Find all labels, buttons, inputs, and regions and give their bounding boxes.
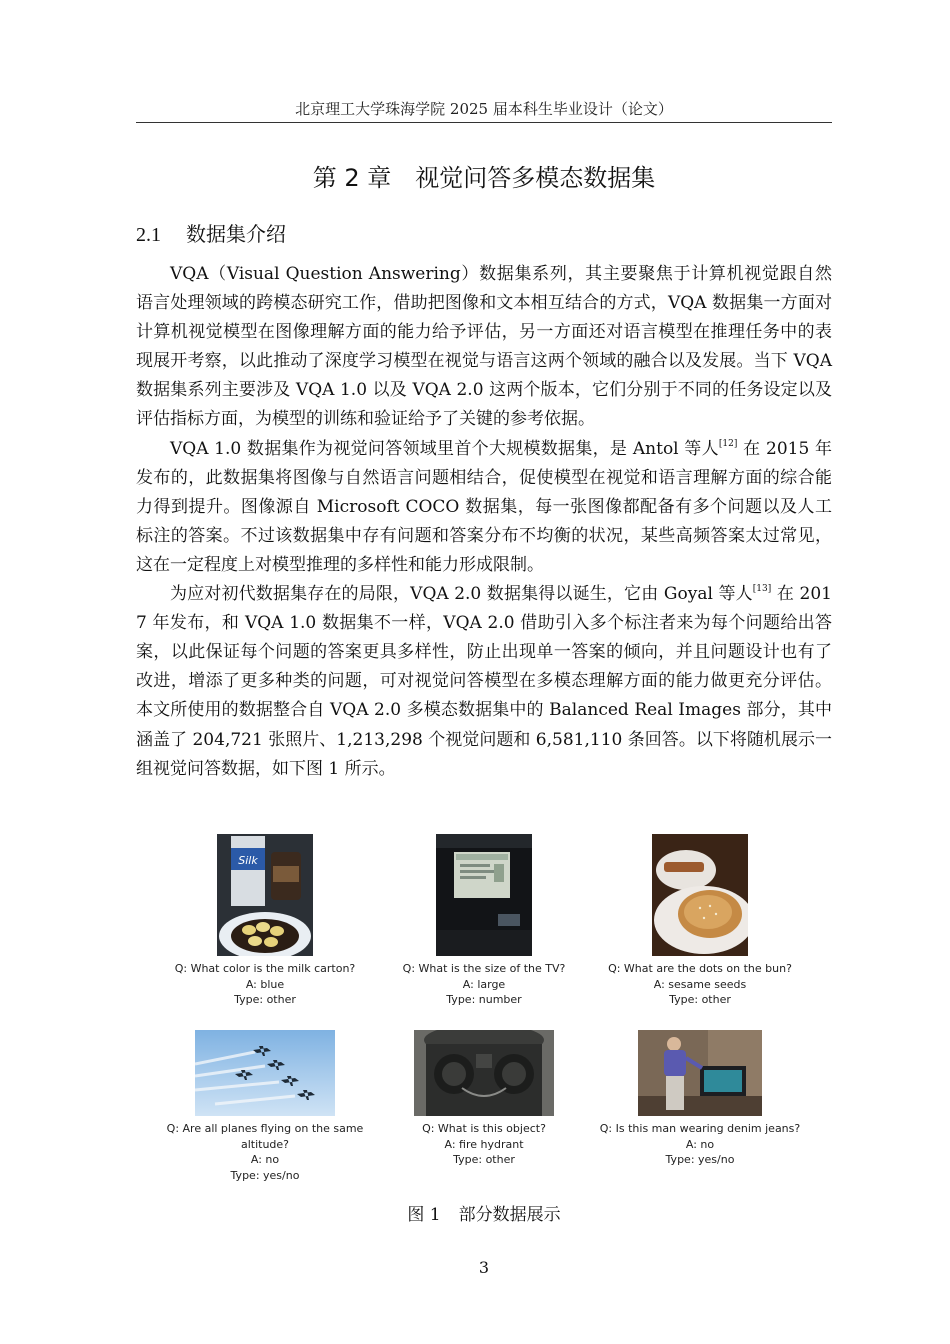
question-text: Q: Is this man wearing denim jeans? [599, 1122, 801, 1135]
figure-item-man [584, 1030, 816, 1168]
type-text: Type: other [453, 1153, 515, 1166]
type-text: Type: yes/no [665, 1153, 735, 1166]
answer-text: A: fire hydrant [444, 1137, 524, 1151]
type-text: Type: yes/no [230, 1168, 300, 1182]
type-text: Type: number [446, 993, 522, 1006]
section-heading [136, 218, 286, 247]
answer-text: A: no [685, 1137, 715, 1151]
type-text: Type: other [234, 993, 296, 1006]
figure-item-planes [149, 1030, 381, 1183]
figure-caption [136, 1200, 832, 1225]
section-number: 2.1 [136, 224, 161, 246]
paragraph-1: VQA（Visual Question Answering）数据集系列，其主要聚焦于计算机视觉跟自然语言处理领域的跨模态研究工作，借助把图像和文本相互结合的方式，VQA 数据集一方面对计算机视觉模型在图像理解方面的能力给予评估，另一方面还对语言模型在推理任务中的表现展开考察，以此推动了深度学习模型在视觉与语言这两个领域的融合以及发展。当下 VQA 数据集系列主要涉及 VQA 1.0 以及 VQA 2.0 这两个版本，它们分别于不同的任务设定以及评估指标方面，为模型的训练和验证给予了关键的参考依据。 [136, 264, 832, 430]
section-title: 数据集介绍 [186, 222, 286, 246]
question-text: Q: What is the size of the TV? [402, 962, 566, 975]
caption-bun [584, 961, 816, 1008]
caption-tv [368, 961, 600, 1008]
question-text: Q: What is this object? [422, 1122, 546, 1135]
figure-item-milk [149, 834, 381, 1008]
answer-text: A: blue [245, 977, 285, 991]
question-text: Q: What color is the milk carton? [174, 962, 356, 975]
paragraph-2-part-b: 在 2015 年发布的，此数据集将图像与自然语言问题相结合，促使模型在视觉和语言理解方面的综合能力得到提升。图像源自 Microsoft COCO 数据集，每一张图像都配备有多个问题以及人工标注的答案。不过该数据集中存有问题和答案分布不均衡的状况，某些高频答案太过常见，这在一定程度上对模型推理的多样性和能力形成限制。 [136, 438, 832, 575]
page-number: 3 [478, 1258, 490, 1277]
citation-12: [12] [718, 438, 738, 449]
header-rule [136, 122, 832, 123]
running-header: 北京理工大学珠海学院 2025 届本科生毕业设计（论文） [295, 100, 673, 118]
paragraph-3 [136, 580, 832, 784]
photo-bun [652, 834, 748, 956]
caption-planes [149, 1121, 381, 1183]
figure-item-hydrant [368, 1030, 600, 1168]
citation-13: [13] [752, 584, 772, 595]
body-text [136, 260, 832, 784]
figure-caption-label: 图 1 [407, 1205, 441, 1225]
figure-item-tv [368, 834, 600, 1008]
caption-milk [149, 961, 381, 1008]
type-text: Type: other [669, 993, 731, 1006]
paragraph-2-part-a: VQA 1.0 数据集作为视觉问答领域里首个大规模数据集，是 Antol 等人 [170, 438, 719, 459]
figure-item-bun [584, 834, 816, 1008]
answer-text: A: sesame seeds [653, 977, 747, 991]
answer-text: A: large [462, 977, 506, 991]
paragraph-3-part-b: 在 2017 年发布，和 VQA 1.0 数据集不一样，VQA 2.0 借助引入多个标注者来为每个问题给出答案，以此保证每个问题的答案更具多样性，防止出现单一答案的倾向，并且问题设计也有了改进，增添了更多种类的问题，可对视觉问答模型在多模态理解方面的能力做更充分评估。本文所使用的数据整合自 VQA 2.0 多模态数据集中的 Balanced Real Images 部分，其中涵盖了 204,721 张照片、1,213,298 个视觉问题和 6,581,110 条回答。以下将随机展示一组视觉问答数据，如下图 1 所示。 [136, 584, 832, 779]
chapter-title: 第 2 章 视觉问答多模态数据集 [312, 164, 656, 192]
caption-hydrant [368, 1121, 600, 1168]
figure-caption-text: 部分数据展示 [458, 1205, 561, 1225]
photo-planes [195, 1030, 335, 1116]
photo-fire-hydrant [414, 1030, 554, 1116]
question-text: Q: Are all planes flying on the same [166, 1122, 364, 1135]
question-text: Q: What are the dots on the bun? [608, 962, 792, 975]
paragraph-2 [136, 435, 832, 580]
photo-milk-carton [217, 834, 313, 956]
silk-label: Silk [238, 854, 258, 867]
answer-text: A: no [250, 1153, 280, 1166]
caption-man [584, 1121, 816, 1168]
photo-man-jeans [638, 1030, 762, 1116]
figure-vqa-samples [136, 834, 832, 1184]
question-text-continued: altitude? [240, 1137, 290, 1151]
photo-tv [436, 834, 532, 956]
paragraph-3-part-a: 为应对初代数据集存在的局限，VQA 2.0 数据集得以诞生，它由 Goyal 等人 [170, 584, 753, 605]
